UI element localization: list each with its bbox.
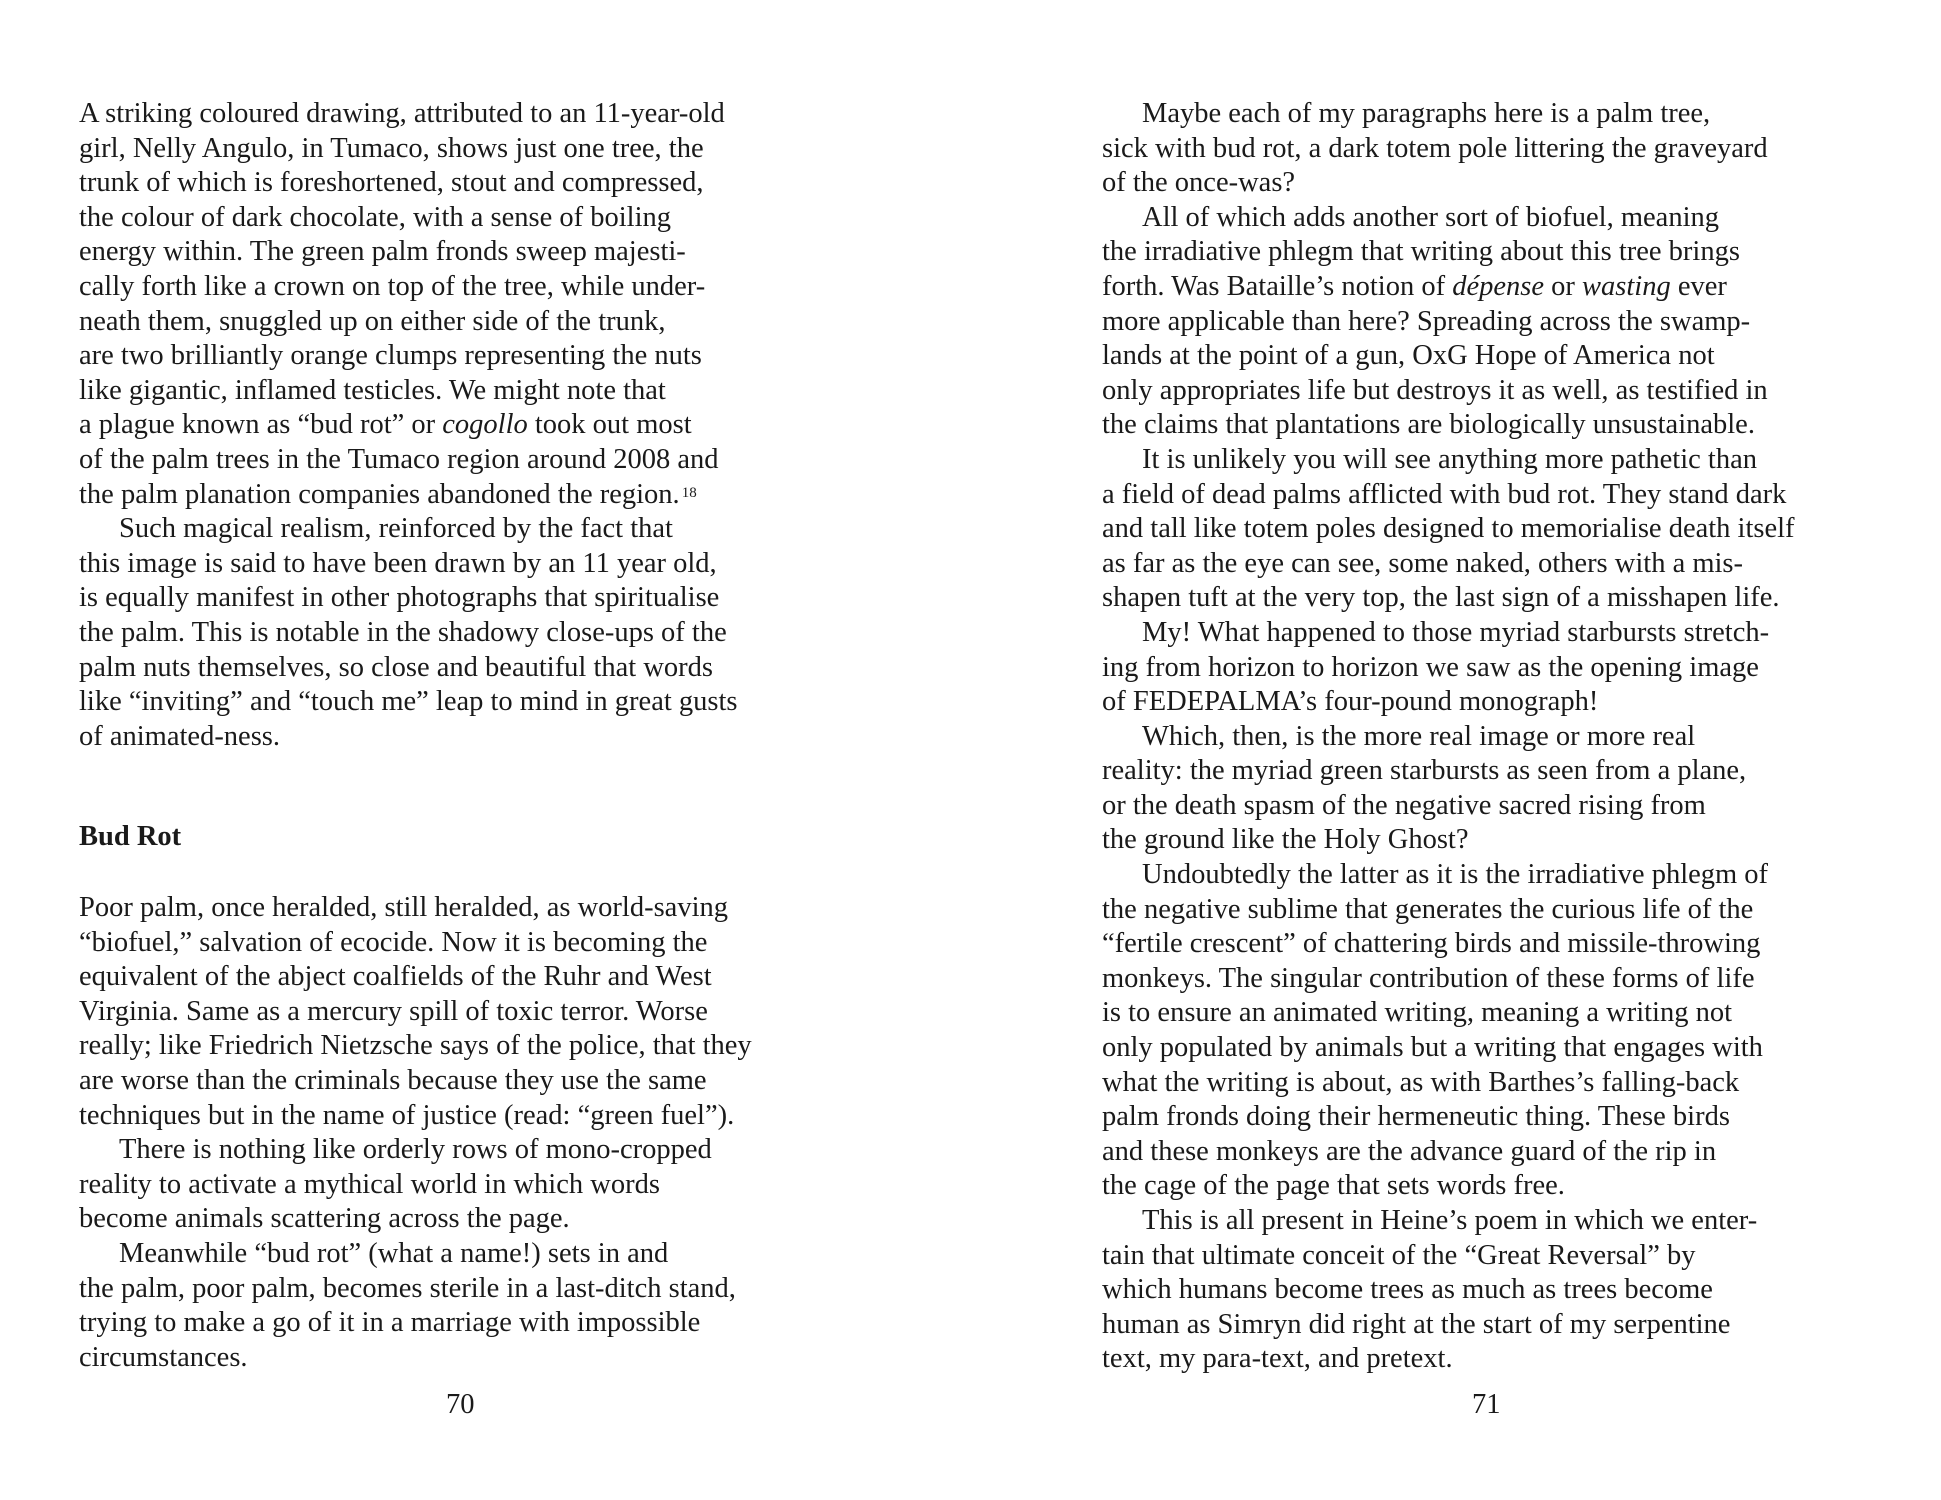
text-line: Virginia. Same as a mercury spill of toxic terror. Worse xyxy=(79,995,708,1027)
text-line: the claims that plantations are biologically unsustainable. xyxy=(1102,409,1755,441)
text-line: of the palm trees in the Tumaco region around 2008 and xyxy=(79,443,719,475)
text-line: is to ensure an animated writing, meaning a writing not xyxy=(1102,997,1733,1029)
text-line: Meanwhile “bud rot” (what a name!) sets in and xyxy=(119,1237,669,1269)
text-line: only appropriates life but destroys it as well, as testified in xyxy=(1102,374,1768,406)
text-line: the palm. This is notable in the shadowy close-ups of the xyxy=(79,616,727,648)
left-page-body-bottom xyxy=(79,891,752,1375)
text-line: “fertile crescent” of chattering birds and missile-throwing xyxy=(1102,928,1761,960)
text-line: All of which adds another sort of biofuel, meaning xyxy=(1142,201,1719,233)
text-line: shapen tuft at the very top, the last sign of a misshapen life. xyxy=(1102,582,1780,614)
text-segment: or xyxy=(1544,270,1583,302)
text-line: of the once-was? xyxy=(1102,167,1296,199)
text-line: equivalent of the abject coalfields of the Ruhr and West xyxy=(79,961,712,993)
text-line: human as Simryn did right at the start of my serpentine xyxy=(1102,1308,1731,1340)
text-line: as far as the eye can see, some naked, others with a mis- xyxy=(1102,547,1744,579)
text-line: This is all present in Heine’s poem in which we enter- xyxy=(1142,1205,1758,1236)
text-line: like gigantic, inflamed testicles. We might note that xyxy=(79,374,666,406)
text-line: techniques but in the name of justice (read: “green fuel”). xyxy=(79,1099,735,1131)
text-line xyxy=(79,478,738,513)
text-line: the ground like the Holy Ghost? xyxy=(1102,824,1469,856)
page-number: 70 xyxy=(446,1389,475,1420)
text-line: of FEDEPALMA’s four-pound monograph! xyxy=(1102,686,1599,718)
text-line: sick with bud rot, a dark totem pole littering the graveyard xyxy=(1102,132,1768,164)
text-line: are worse than the criminals because they use the same xyxy=(79,1064,707,1096)
right-page-body xyxy=(1102,97,1795,1377)
text-line: It is unlikely you will see anything more pathetic than xyxy=(1142,443,1757,475)
text-line: like “inviting” and “touch me” leap to mind in great gusts xyxy=(79,686,738,718)
text-line: is equally manifest in other photographs that spiritualise xyxy=(79,582,720,614)
text-line xyxy=(1102,270,1795,305)
text-line: “biofuel,” salvation of ecocide. Now it is becoming the xyxy=(79,926,708,958)
text-line: and tall like totem poles designed to memorialise death itself xyxy=(1102,513,1795,545)
text-line: are two brilliantly orange clumps representing the nuts xyxy=(79,340,702,372)
text-line: Undoubtedly the latter as it is the irradiative phlegm of xyxy=(1142,859,1769,891)
text-line: Poor palm, once heralded, still heralded, as world-saving xyxy=(79,892,728,923)
text-line: what the writing is about, as with Barthes’s falling-back xyxy=(1102,1066,1740,1098)
text-line: reality: the myriad green starbursts as seen from a plane, xyxy=(1102,755,1747,787)
footnote-reference[interactable]: 18 xyxy=(681,484,697,501)
italic-term: cogollo xyxy=(442,409,528,441)
text-line: palm fronds doing their hermeneutic thing. These birds xyxy=(1102,1101,1730,1133)
text-line: of animated-ness. xyxy=(79,720,281,752)
text-line: only populated by animals but a writing that engages with xyxy=(1102,1032,1763,1064)
italic-term: dépense xyxy=(1452,270,1545,302)
text-line: the colour of dark chocolate, with a sense of boiling xyxy=(79,201,671,233)
text-line: monkeys. The singular contribution of these forms of life xyxy=(1102,962,1755,994)
text-line: or the death spasm of the negative sacred rising from xyxy=(1102,789,1706,821)
text-line: the cage of the page that sets words free. xyxy=(1102,1170,1565,1202)
text-line: reality to activate a mythical world in which words xyxy=(79,1168,660,1200)
text-line: and these monkeys are the advance guard of the rip in xyxy=(1102,1135,1717,1167)
left-page-body-top xyxy=(79,97,738,754)
text-line: the palm, poor palm, becomes sterile in a last-ditch stand, xyxy=(79,1272,736,1304)
text-segment: ever xyxy=(1670,270,1727,302)
text-line: neath them, snuggled up on either side of the trunk, xyxy=(79,305,666,337)
text-line: My! What happened to those myriad starbursts stretch- xyxy=(1142,616,1770,648)
text-line: trying to make a go of it in a marriage with impossible xyxy=(79,1307,701,1339)
section-heading: Bud Rot xyxy=(79,821,182,852)
text-line: Which, then, is the more real image or more real xyxy=(1142,720,1696,752)
text-line: a field of dead palms afflicted with bud rot. They stand dark xyxy=(1102,478,1787,510)
text-line: lands at the point of a gun, OxG Hope of America not xyxy=(1102,340,1715,372)
text-line: cally forth like a crown on top of the tree, while under- xyxy=(79,270,706,302)
text-line: become animals scattering across the page. xyxy=(79,1203,570,1235)
text-line: There is nothing like orderly rows of mono-cropped xyxy=(119,1134,712,1166)
text-line: A striking coloured drawing, attributed to an 11-year-old xyxy=(79,98,725,129)
text-line: this image is said to have been drawn by an 11 year old, xyxy=(79,547,717,579)
text-line: energy within. The green palm fronds sweep majesti- xyxy=(79,236,686,268)
text-line: ing from horizon to horizon we saw as the opening image xyxy=(1102,651,1759,683)
text-line: the negative sublime that generates the curious life of the xyxy=(1102,893,1754,925)
text-line: palm nuts themselves, so close and beautiful that words xyxy=(79,651,713,683)
text-line xyxy=(79,408,738,443)
text-segment: the palm planation companies abandoned the region. xyxy=(79,478,680,510)
text-segment: took out most xyxy=(527,409,692,441)
text-line: more applicable than here? Spreading across the swamp- xyxy=(1102,305,1751,337)
italic-term: wasting xyxy=(1582,270,1671,302)
text-segment: a plague known as “bud rot” or xyxy=(79,409,443,441)
text-line: the irradiative phlegm that writing about this tree brings xyxy=(1102,236,1740,268)
page-number: 71 xyxy=(1472,1389,1501,1420)
text-line: which humans become trees as much as trees become xyxy=(1102,1274,1713,1306)
text-line: Maybe each of my paragraphs here is a palm tree, xyxy=(1142,98,1711,129)
text-line: Such magical realism, reinforced by the fact that xyxy=(119,513,673,545)
text-segment: forth. Was Bataille’s notion of xyxy=(1102,270,1453,302)
text-line: tain that ultimate conceit of the “Great Reversal” by xyxy=(1102,1239,1696,1271)
text-line: girl, Nelly Angulo, in Tumaco, shows just one tree, the xyxy=(79,132,704,164)
text-line: text, my para-text, and pretext. xyxy=(1102,1343,1453,1375)
text-line: really; like Friedrich Nietzsche says of the police, that they xyxy=(79,1030,752,1062)
text-line: trunk of which is foreshortened, stout and compressed, xyxy=(79,167,704,199)
text-line: circumstances. xyxy=(79,1341,248,1373)
